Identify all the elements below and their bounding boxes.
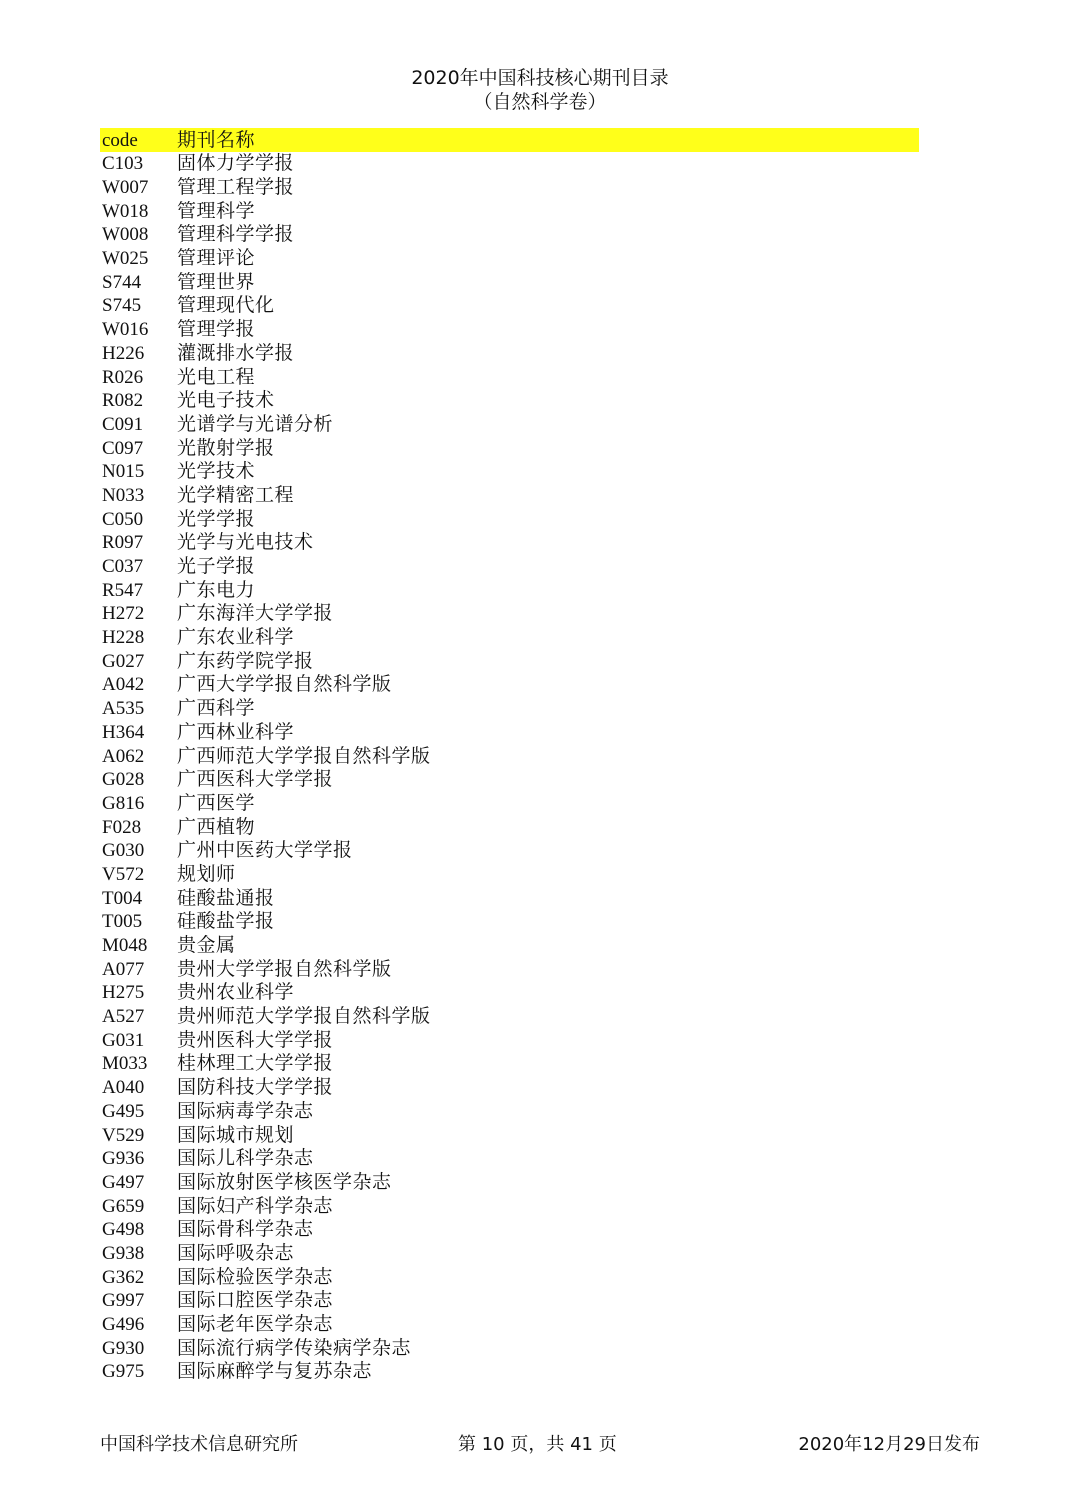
journal-code: G659 — [102, 1195, 145, 1217]
table-row — [100, 1242, 919, 1266]
journal-name: 广州中医药大学学报 — [177, 839, 353, 862]
table-row — [100, 602, 919, 626]
journal-name: 国际呼吸杂志 — [177, 1241, 295, 1264]
table-row — [100, 1194, 919, 1218]
journal-code: C097 — [102, 437, 144, 459]
journal-code: R547 — [102, 579, 144, 601]
journal-name: 贵州师范大学学报自然科学版 — [177, 1005, 431, 1028]
journal-code: G031 — [102, 1029, 145, 1051]
table-row — [100, 1005, 919, 1029]
table-row — [100, 294, 919, 318]
table-row — [100, 910, 919, 934]
journal-name: 国际骨科学杂志 — [177, 1218, 314, 1241]
table-row — [100, 815, 919, 839]
table-row — [100, 721, 919, 745]
column-header-code: code — [102, 129, 138, 151]
journal-code: G496 — [102, 1314, 145, 1336]
table-row — [100, 1313, 919, 1337]
journal-name: 光谱学与光谱分析 — [177, 412, 334, 435]
document-title: 2020年中国科技核心期刊目录 — [411, 67, 669, 89]
table-row — [100, 199, 919, 223]
journal-name: 光散射学报 — [177, 436, 275, 459]
journal-name: 广西医学 — [177, 791, 256, 814]
journal-code: G498 — [102, 1219, 145, 1241]
table-row — [100, 270, 919, 294]
journal-name: 国际儿科学杂志 — [177, 1147, 314, 1170]
journal-name: 硅酸盐学报 — [177, 910, 275, 933]
journal-table — [100, 128, 919, 1384]
journal-code: T004 — [102, 887, 143, 909]
journal-code: N033 — [102, 484, 145, 506]
journal-code: S745 — [102, 295, 142, 317]
table-row — [100, 673, 919, 697]
journal-name: 国际病毒学杂志 — [177, 1099, 314, 1122]
table-row — [100, 1076, 919, 1100]
table-row — [100, 484, 919, 508]
journal-code: M033 — [102, 1053, 148, 1075]
journal-name: 国际妇产科学杂志 — [177, 1194, 334, 1217]
journal-code: A527 — [102, 1006, 145, 1028]
table-body — [100, 152, 919, 1384]
journal-name: 广西植物 — [177, 815, 256, 838]
journal-code: V529 — [102, 1124, 145, 1146]
journal-name: 灌溉排水学报 — [177, 341, 295, 364]
table-row — [100, 957, 919, 981]
journal-code: G938 — [102, 1242, 145, 1264]
journal-name: 国际放射医学核医学杂志 — [177, 1170, 392, 1193]
journal-name: 管理现代化 — [177, 294, 275, 317]
journal-name: 贵州大学学报自然科学版 — [177, 957, 392, 980]
journal-name: 广东药学院学报 — [177, 649, 314, 672]
table-row — [100, 1265, 919, 1289]
journal-name: 管理科学 — [177, 199, 256, 222]
table-row — [100, 626, 919, 650]
journal-code: A535 — [102, 698, 145, 720]
journal-code: R082 — [102, 390, 144, 412]
journal-name: 贵州农业科学 — [177, 981, 295, 1004]
table-row — [100, 981, 919, 1005]
table-row — [100, 365, 919, 389]
journal-name: 广西医科大学学报 — [177, 768, 334, 791]
journal-name: 国际麻醉学与复苏杂志 — [177, 1360, 373, 1383]
journal-code: A042 — [102, 674, 145, 696]
journal-name: 广东海洋大学学报 — [177, 602, 334, 625]
journal-name: 光子学报 — [177, 555, 256, 578]
table-row — [100, 744, 919, 768]
journal-name: 广西林业科学 — [177, 720, 295, 743]
journal-name: 桂林理工大学学报 — [177, 1052, 334, 1075]
journal-code: R026 — [102, 366, 144, 388]
table-row — [100, 531, 919, 555]
table-row — [100, 1100, 919, 1124]
table-row — [100, 436, 919, 460]
journal-code: W018 — [102, 200, 149, 222]
table-row — [100, 1171, 919, 1195]
table-row — [100, 1336, 919, 1360]
journal-code: V572 — [102, 863, 145, 885]
table-row — [100, 1218, 919, 1242]
journal-code: W008 — [102, 224, 149, 246]
table-row — [100, 792, 919, 816]
table-row — [100, 934, 919, 958]
table-row — [100, 1123, 919, 1147]
journal-code: A077 — [102, 958, 145, 980]
table-row — [100, 839, 919, 863]
journal-name: 光学技术 — [177, 460, 256, 483]
journal-name: 广西师范大学学报自然科学版 — [177, 744, 431, 767]
journal-name: 光学精密工程 — [177, 483, 295, 506]
footer-release-date: 2020年12月29日发布 — [798, 1434, 980, 1455]
journal-code: G816 — [102, 792, 145, 814]
journal-code: G997 — [102, 1290, 145, 1312]
journal-code: M048 — [102, 935, 148, 957]
journal-name: 管理学报 — [177, 318, 256, 341]
table-row — [100, 318, 919, 342]
journal-name: 规划师 — [177, 862, 236, 885]
table-row — [100, 768, 919, 792]
journal-code: G930 — [102, 1337, 145, 1359]
journal-code: H228 — [102, 627, 145, 649]
journal-name: 管理工程学报 — [177, 176, 295, 199]
journal-code: G027 — [102, 650, 145, 672]
table-row — [100, 649, 919, 673]
column-header-name: 期刊名称 — [177, 128, 256, 151]
journal-code: W016 — [102, 319, 149, 341]
journal-code: H272 — [102, 603, 145, 625]
journal-code: H275 — [102, 982, 145, 1004]
table-row — [100, 863, 919, 887]
journal-code: A062 — [102, 745, 145, 767]
table-row — [100, 1028, 919, 1052]
journal-code: T005 — [102, 911, 143, 933]
journal-name: 贵州医科大学学报 — [177, 1028, 334, 1051]
journal-name: 贵金属 — [177, 934, 236, 957]
table-row — [100, 413, 919, 437]
journal-name: 光学学报 — [177, 507, 256, 530]
table-row — [100, 555, 919, 579]
journal-name: 广西科学 — [177, 697, 256, 720]
journal-name: 国际口腔医学杂志 — [177, 1289, 334, 1312]
journal-code: G362 — [102, 1266, 145, 1288]
footer-page-info: 第 10 页，共 41 页 — [458, 1434, 617, 1455]
journal-code: R097 — [102, 532, 144, 554]
table-row — [100, 1147, 919, 1171]
table-row — [100, 176, 919, 200]
table-header-row — [100, 128, 919, 152]
table-row — [100, 507, 919, 531]
table-row — [100, 697, 919, 721]
journal-code: C103 — [102, 153, 144, 175]
table-row — [100, 152, 919, 176]
journal-code: C037 — [102, 556, 144, 578]
footer-publisher: 中国科学技术信息研究所 — [100, 1434, 298, 1455]
table-row — [100, 1052, 919, 1076]
journal-code: H226 — [102, 342, 145, 364]
table-row — [100, 886, 919, 910]
journal-name: 管理评论 — [177, 247, 256, 270]
journal-name: 广东农业科学 — [177, 626, 295, 649]
journal-name: 国防科技大学学报 — [177, 1076, 334, 1099]
table-row — [100, 342, 919, 366]
journal-code: G030 — [102, 840, 145, 862]
journal-code: C091 — [102, 413, 144, 435]
journal-name: 国际城市规划 — [177, 1123, 295, 1146]
journal-name: 硅酸盐通报 — [177, 886, 275, 909]
journal-code: G497 — [102, 1171, 145, 1193]
journal-code: W025 — [102, 248, 149, 270]
journal-code: G028 — [102, 769, 145, 791]
journal-code: G936 — [102, 1148, 145, 1170]
journal-name: 固体力学学报 — [177, 152, 295, 175]
journal-code: A040 — [102, 1077, 145, 1099]
journal-code: H364 — [102, 721, 145, 743]
journal-code: W007 — [102, 177, 149, 199]
journal-name: 管理科学学报 — [177, 223, 295, 246]
journal-name: 国际老年医学杂志 — [177, 1313, 334, 1336]
journal-code: C050 — [102, 508, 144, 530]
table-row — [100, 578, 919, 602]
journal-name: 广西大学学报自然科学版 — [177, 673, 392, 696]
table-row — [100, 247, 919, 271]
table-row — [100, 460, 919, 484]
table-row — [100, 223, 919, 247]
table-row — [100, 389, 919, 413]
journal-name: 国际检验医学杂志 — [177, 1265, 334, 1288]
journal-name: 广东电力 — [177, 578, 256, 601]
journal-name: 光电工程 — [177, 365, 256, 388]
journal-name: 国际流行病学传染病学杂志 — [177, 1336, 412, 1359]
journal-name: 光学与光电技术 — [177, 531, 314, 554]
journal-name: 光电子技术 — [177, 389, 275, 412]
table-row — [100, 1360, 919, 1384]
journal-code: N015 — [102, 461, 145, 483]
journal-name: 管理世界 — [177, 270, 256, 293]
document-subtitle: （自然科学卷） — [473, 91, 607, 113]
journal-code: F028 — [102, 816, 142, 838]
journal-code: G975 — [102, 1361, 145, 1383]
journal-code: G495 — [102, 1100, 145, 1122]
journal-code: S744 — [102, 271, 142, 293]
table-row — [100, 1289, 919, 1313]
